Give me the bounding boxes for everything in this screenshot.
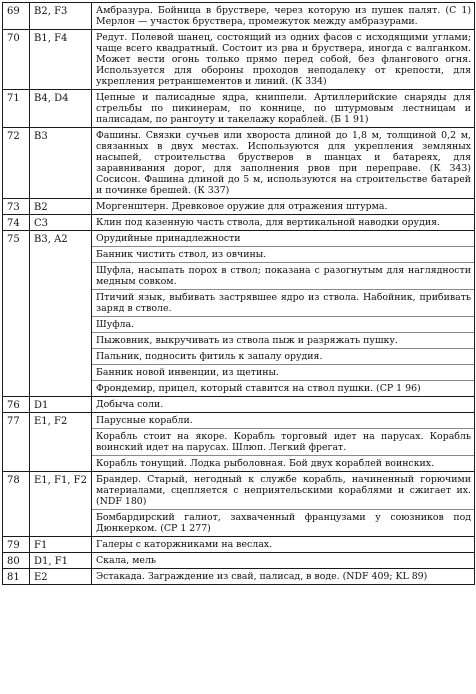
- description-cell: [92, 231, 475, 397]
- description-paragraph: Корабль стоит на якоре. Корабль торговый идет на парусах. Корабль воинский идет на парусах. Шлюп. Легкий фрегат.: [92, 428, 474, 455]
- grid-reference: C3: [30, 215, 92, 231]
- description-paragraph: Скала, мель: [96, 555, 157, 566]
- table-row: [3, 3, 475, 30]
- description-paragraph: Парусные корабли.: [96, 415, 193, 426]
- row-number: 80: [3, 553, 30, 569]
- description-paragraph: Цепные и палисадные ядра, книппели. Артиллерийские снаряды для стрельбы по пикинерам, по коннице, по штурмовым лестницам и палисадам, по рангоуту и такелажу кораблей. (Б 1 91): [96, 92, 471, 125]
- page: [2, 2, 474, 692]
- table-row: [3, 90, 475, 128]
- legend-table-body: [3, 3, 475, 585]
- description-paragraph: Эстакада. Заграждение из свай, палисад, в воде. (NDF 409; KL 89): [96, 571, 428, 582]
- table-row: [3, 537, 475, 553]
- row-number: 71: [3, 90, 30, 128]
- row-number: 77: [3, 413, 30, 472]
- description-paragraph: Брандер. Старый, негодный к службе корабль, начиненный горючими материалами, сцепляется с неприятельскими кораблями и сжигает их. (NDF 180): [96, 474, 471, 507]
- grid-reference: E2: [30, 569, 92, 585]
- table-row: [3, 397, 475, 413]
- description-paragraph: Пыжовник, выкручивать из ствола пыж и разряжать пушку.: [92, 332, 474, 348]
- table-row: [3, 231, 475, 397]
- description-paragraph: Корабль тонущий. Лодка рыболовная. Бой двух кораблей воинских.: [92, 455, 474, 471]
- description-paragraph: Бомбардирский галиот, захваченный французами у союзников под Дюнкерком. (СР 1 277): [92, 509, 474, 536]
- row-number: 70: [3, 30, 30, 90]
- description-cell: [92, 397, 475, 413]
- row-number: 72: [3, 128, 30, 199]
- description-paragraph: Добыча соли.: [96, 399, 164, 410]
- row-number: 69: [3, 3, 30, 30]
- description-cell: [92, 472, 475, 537]
- description-cell: [92, 199, 475, 215]
- description-cell: [92, 3, 475, 30]
- grid-reference: D1: [30, 397, 92, 413]
- description-paragraph: Пальник, подносить фитиль к запалу орудия.: [92, 348, 474, 364]
- grid-reference: B2: [30, 199, 92, 215]
- row-number: 78: [3, 472, 30, 537]
- grid-reference: B1, F4: [30, 30, 92, 90]
- description-paragraph: Амбразура. Бойница в бруствере, через которую из пушек палят. (С 1) Мерлон — участок бруствера, промежуток между амбразурами.: [96, 5, 471, 27]
- table-row: [3, 413, 475, 472]
- grid-reference: D1, F1: [30, 553, 92, 569]
- table-row: [3, 569, 475, 585]
- grid-reference: E1, F1, F2: [30, 472, 92, 537]
- description-cell: [92, 90, 475, 128]
- row-number: 74: [3, 215, 30, 231]
- description-cell: [92, 413, 475, 472]
- grid-reference: E1, F2: [30, 413, 92, 472]
- row-number: 79: [3, 537, 30, 553]
- description-paragraph: Банник новой инвенции, из щетины.: [92, 364, 474, 380]
- row-number: 73: [3, 199, 30, 215]
- grid-reference: B3: [30, 128, 92, 199]
- description-cell: [92, 128, 475, 199]
- grid-reference: B2, F3: [30, 3, 92, 30]
- table-row: [3, 472, 475, 537]
- description-cell: [92, 553, 475, 569]
- description-paragraph: Птичий язык, выбивать застрявшее ядро из ствола. Набойник, прибивать заряд в стволе.: [92, 289, 474, 316]
- grid-reference: B3, A2: [30, 231, 92, 397]
- description-cell: [92, 569, 475, 585]
- description-paragraph: Галеры с каторжниками на веслах.: [96, 539, 273, 550]
- table-row: [3, 128, 475, 199]
- description-paragraph: Фашины. Связки сучьев или хвороста длиной до 1,8 м, толщиной 0,2 м, связанных в двух местах. Используются для укрепления земляных насыпей, строительства брустверов в шанцах и батареях, для заравнивания дорог, для заполнения рвов при переправе. (К 343) Сосисон. Фашина длиной до 5 м, используются на строительстве батарей и починке брешей. (К 337): [96, 130, 471, 196]
- table-row: [3, 553, 475, 569]
- description-paragraph: Шуфла, насыпать порох в ствол; показана с разогнутым для наглядности медным совком.: [92, 262, 474, 289]
- description-paragraph: Шуфла.: [92, 316, 474, 332]
- description-cell: [92, 215, 475, 231]
- legend-table: [2, 2, 475, 585]
- grid-reference: F1: [30, 537, 92, 553]
- table-row: [3, 30, 475, 90]
- description-cell: [92, 537, 475, 553]
- description-paragraph: Банник чистить ствол, из овчины.: [92, 246, 474, 262]
- description-paragraph: Редут. Полевой шанец, состоящий из одних фасов с исходящими углами; чаще всего квадратный. Состоит из рва и бруствера, иногда с валганком. Может вести огонь только прямо перед собой, без флангового огня. Используется для обороны проходов неподалеку от крепости, для укрепления ретраншементов и линий. (К 334): [96, 32, 471, 87]
- grid-reference: B4, D4: [30, 90, 92, 128]
- row-number: 81: [3, 569, 30, 585]
- row-number: 75: [3, 231, 30, 397]
- description-cell: [92, 30, 475, 90]
- description-paragraph: Клин под казенную часть ствола, для вертикальной наводки орудия.: [96, 217, 440, 228]
- description-paragraph: Фрондемир, прицел, который ставится на ствол пушки. (СР 1 96): [92, 380, 474, 396]
- table-row: [3, 199, 475, 215]
- table-row: [3, 215, 475, 231]
- description-paragraph: Моргенштерн. Древковое оружие для отражения штурма.: [96, 201, 388, 212]
- description-paragraph: Орудийные принадлежности: [96, 233, 241, 244]
- row-number: 76: [3, 397, 30, 413]
